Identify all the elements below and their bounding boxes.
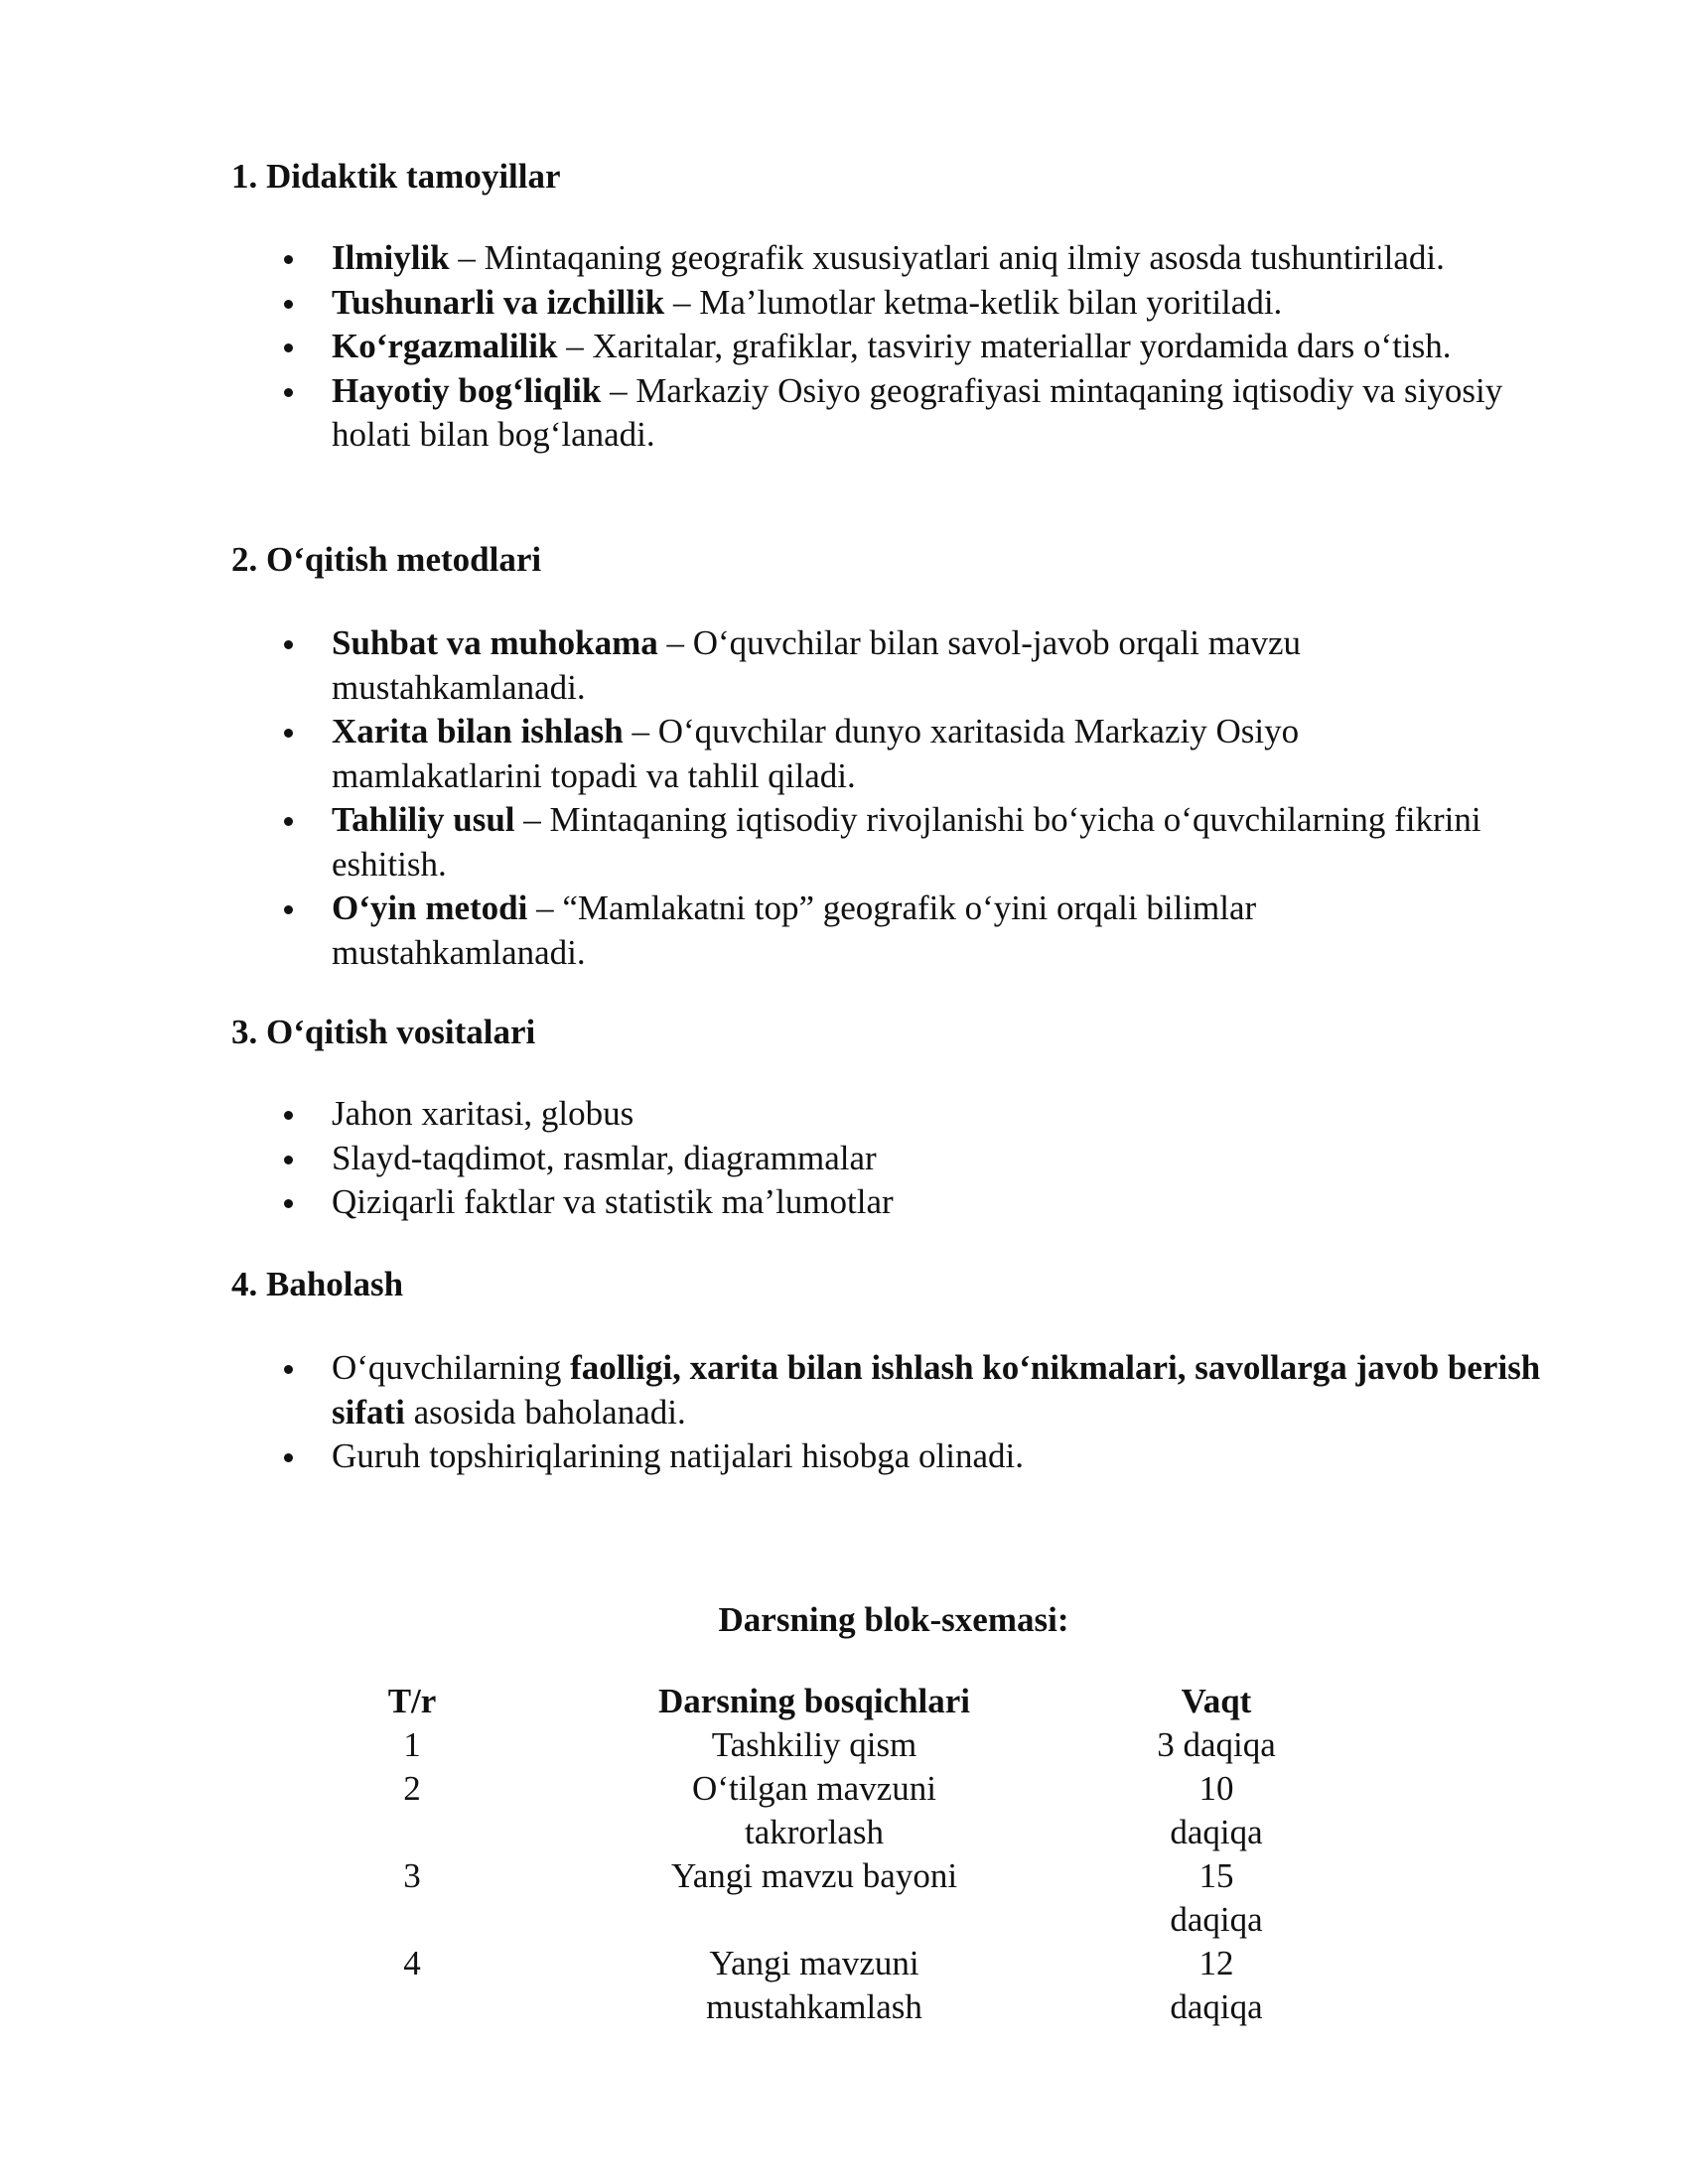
column-header-number: T/r xyxy=(387,1682,437,1720)
item-text: – Ma’lumotlar ketma-ketlik bilan yoritiladi. xyxy=(664,282,1283,322)
column-header-stage: Darsning bosqichlari xyxy=(657,1682,971,1720)
row-time: 3 daqiqa xyxy=(1157,1725,1276,1764)
item-text: – Mintaqaning geografik xususiyatlari aniq ilmiy asosda tushuntiriladi. xyxy=(449,238,1445,277)
row-stage: O‘tilgan mavzuni takrorlash xyxy=(692,1769,936,1851)
list-item xyxy=(278,1346,1589,1434)
schedule-title: Darsning blok-sxemasi: xyxy=(718,1600,1069,1639)
row-stage: Yangi mavzuni mustahkamlash xyxy=(706,1944,922,2026)
item-text: – Markaziy Osiyo geografiyasi mintaqaning iqtisodiy va siyosiy holati bilan bog‘lanadi. xyxy=(332,370,1503,454)
row-number: 1 xyxy=(403,1725,421,1764)
list-item xyxy=(278,798,1589,887)
row-stage: Yangi mavzu bayoni xyxy=(670,1856,958,1895)
item-term: O‘yin metodi xyxy=(332,888,528,927)
list-item xyxy=(278,710,1589,798)
item-term: Tushunarli va izchillik xyxy=(332,282,665,322)
row-number: 3 xyxy=(403,1856,421,1895)
table-row xyxy=(348,1942,1281,2029)
item-text: Guruh topshiriqlarining natijalari hisobga olinadi. xyxy=(332,1436,1024,1475)
section-heading: 1. Didaktik tamoyillar xyxy=(231,157,561,196)
item-term: Xarita bilan ishlash xyxy=(332,712,624,751)
item-term: Ilmiylik xyxy=(332,238,450,277)
item-text: Qiziqarli faktlar va statistik ma’lumotlar xyxy=(332,1182,894,1221)
row-time: 12 daqiqa xyxy=(1170,1944,1263,2026)
row-number: 4 xyxy=(403,1944,421,1982)
list-item xyxy=(278,887,1589,975)
section-heading: 2. O‘qitish metodlari xyxy=(231,540,542,579)
table-header-row xyxy=(348,1680,1281,1723)
row-stage: Tashkiliy qism xyxy=(711,1725,917,1764)
table-row xyxy=(348,1767,1281,1854)
table-row xyxy=(348,1854,1281,1942)
list-item xyxy=(278,281,1589,326)
row-time: 15 daqiqa xyxy=(1170,1856,1263,1939)
schedule-table xyxy=(348,1680,1281,2029)
bullet-list xyxy=(278,621,1589,975)
item-text: O‘quvchilarning xyxy=(332,1348,571,1387)
item-text: – Mintaqaning iqtisodiy rivojlanishi bo‘yicha o‘quvchilarning fikrini eshitish. xyxy=(332,800,1481,884)
bullet-list xyxy=(278,1092,1589,1225)
list-item xyxy=(278,621,1589,710)
item-text: Jahon xaritasi, globus xyxy=(332,1094,634,1133)
list-item xyxy=(278,369,1589,458)
section-heading: 4. Baholash xyxy=(231,1265,404,1303)
item-text: – “Mamlakatni top” geografik o‘yini orqali bilimlar mustahkamlanadi. xyxy=(332,888,1257,972)
table-row xyxy=(348,1723,1281,1767)
list-item xyxy=(278,1137,1589,1181)
row-time: 10 daqiqa xyxy=(1170,1769,1263,1851)
item-text: asosida baholanadi. xyxy=(404,1392,686,1432)
item-term: Hayotiy bog‘liqlik xyxy=(332,370,602,410)
item-text: – O‘quvchilar bilan savol-javob orqali mavzu mustahkamlanadi. xyxy=(332,623,1302,707)
item-term: Tahliliy usul xyxy=(332,800,515,839)
list-item xyxy=(278,325,1589,369)
list-item xyxy=(278,236,1589,281)
list-item xyxy=(278,1092,1589,1137)
bullet-list xyxy=(278,236,1589,458)
column-header-time: Vaqt xyxy=(1181,1682,1252,1720)
item-text: – O‘quvchilar dunyo xaritasida Markaziy Osiyo mamlakatlarini topadi va tahlil qiladi. xyxy=(332,712,1300,795)
item-text: Slayd-taqdimot, rasmlar, diagrammalar xyxy=(332,1138,877,1177)
item-text: – Xaritalar, grafiklar, tasviriy materiallar yordamida dars o‘tish. xyxy=(557,327,1452,365)
section-heading: 3. O‘qitish vositalari xyxy=(231,1013,536,1051)
list-item xyxy=(278,1180,1589,1225)
item-term: Ko‘rgazmalilik xyxy=(332,327,558,365)
row-number: 2 xyxy=(403,1769,421,1808)
item-term: Suhbat va muhokama xyxy=(332,623,658,662)
bullet-list xyxy=(278,1346,1589,1479)
list-item xyxy=(278,1434,1589,1479)
item-term: faolligi, xarita bilan ishlash ko‘nikmalari, savollarga javob berish sifati xyxy=(332,1348,1541,1432)
